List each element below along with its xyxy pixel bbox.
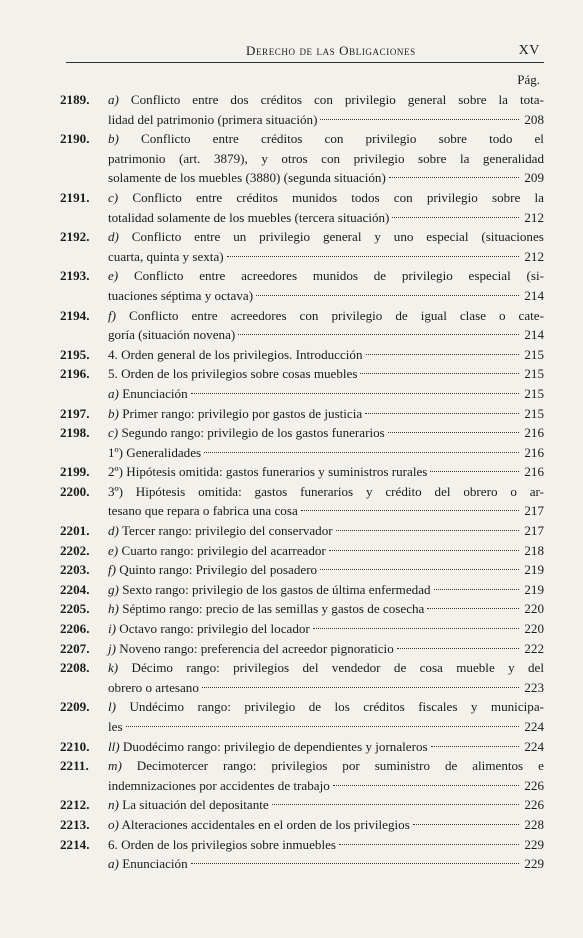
- section-number: 2193.: [60, 268, 90, 284]
- dot-leader: [204, 452, 519, 453]
- entry-title-line: [108, 580, 544, 600]
- section-number: 2199.: [60, 464, 90, 480]
- section-number: 2197.: [60, 405, 90, 421]
- entry-title-line: [108, 404, 544, 424]
- page-number: 215: [524, 385, 544, 401]
- page-number: 215: [524, 366, 544, 382]
- table-of-contents: [60, 90, 544, 874]
- entry-title-line: [108, 619, 544, 639]
- entry-title-text: les: [108, 719, 123, 734]
- page-number-roman: XV: [518, 43, 540, 58]
- page-number: 208: [524, 111, 544, 127]
- entry-title-line: [108, 776, 544, 796]
- entry-title-line: [108, 423, 544, 443]
- entry-title-line: [108, 599, 544, 619]
- entry-title-line: [108, 208, 544, 228]
- entry-title-text: o) Alteraciones accidentales en el orden de los privilegios: [108, 816, 410, 832]
- page-number: 220: [524, 601, 544, 617]
- dot-leader: [413, 824, 519, 825]
- entry-title-line: [108, 815, 544, 835]
- entry-title-line: [108, 835, 544, 855]
- page-number: 229: [524, 856, 544, 872]
- section-number: 2204.: [60, 581, 90, 597]
- entry-title-line: 3º) Hipótesis omitida: gastos funerarios y crédito del obrero o ar-: [108, 483, 544, 499]
- section-number: 2207.: [60, 640, 90, 656]
- entry-title-line: [108, 443, 544, 463]
- entry-title-text: c) Segundo rango: privilegio de los gastos funerarios: [108, 425, 385, 441]
- dot-leader: [272, 804, 519, 805]
- entry-title-text: solamente de los muebles (3880) (segunda situación): [108, 170, 386, 186]
- entry-title-line: b) Conflicto entre créditos con privilegio sobre todo el: [108, 131, 544, 147]
- entry-title-text: i) Octavo rango: privilegio del locador: [108, 621, 310, 637]
- entry-title-line: l) Undécimo rango: privilegio de los créditos fiscales y municipa-: [108, 699, 544, 715]
- section-number: 2205.: [60, 601, 90, 617]
- section-number: 2200.: [60, 483, 90, 499]
- entry-title-text: goría (situación novena): [108, 327, 236, 343]
- page-number: 219: [524, 581, 544, 597]
- dot-leader: [365, 413, 519, 414]
- page-number: 222: [524, 640, 544, 656]
- entry-title-line: f) Conflicto entre acreedores con privilegio de igual clase o cate-: [108, 307, 544, 323]
- section-number: 2202.: [60, 542, 90, 558]
- entry-title-line: [108, 364, 544, 384]
- entry-title-line: [108, 325, 544, 345]
- dot-leader: [256, 295, 519, 296]
- toc-entry: [60, 737, 544, 757]
- toc-entry: [60, 560, 544, 580]
- entry-title-text: lidad del patrimonio (primera situación): [108, 111, 318, 127]
- entry-title-line: [108, 854, 544, 874]
- page-column-label: Pág.: [517, 72, 540, 87]
- dot-leader: [392, 217, 519, 218]
- entry-title-text: tuaciones séptima y octava): [108, 287, 254, 303]
- entry-title-line: [108, 384, 544, 404]
- page-number: 212: [524, 248, 544, 264]
- toc-entry: [60, 815, 544, 835]
- page-number: 228: [524, 816, 544, 832]
- dot-leader: [397, 648, 519, 649]
- page-number: 209: [524, 170, 544, 186]
- toc-entry: [60, 345, 544, 365]
- dot-leader: [191, 863, 519, 864]
- entry-title-line: [108, 110, 544, 130]
- entry-title-text: cuarta, quinta y sexta): [108, 248, 224, 264]
- toc-entry: [60, 227, 544, 266]
- dot-leader: [434, 589, 519, 590]
- entry-title-line: [108, 678, 544, 698]
- section-number: 2206.: [60, 621, 90, 637]
- entry-title-text: b) Primer rango: privilegio por gastos de justicia: [108, 405, 363, 421]
- toc-entry: [60, 306, 544, 345]
- page-number: 214: [524, 287, 544, 303]
- entry-title-text: tesano que repara o fabrica una cosa: [108, 503, 298, 519]
- entry-title-line: [108, 521, 544, 541]
- section-number: 2209.: [60, 699, 90, 715]
- toc-entry: [60, 835, 544, 855]
- entry-title-line: [108, 345, 544, 365]
- entry-title-text: obrero o artesano: [108, 679, 199, 695]
- entry-title-line: e) Conflicto entre acreedores munidos de privilegio especial (si-: [108, 268, 544, 284]
- section-number: 2212.: [60, 797, 90, 813]
- toc-entry: [60, 521, 544, 541]
- section-number: 2192.: [60, 229, 90, 245]
- page-number: 219: [524, 562, 544, 578]
- entry-title-line: k) Décimo rango: privilegios del vendedor de cosa mueble y del: [108, 660, 544, 676]
- toc-entry: [60, 423, 544, 443]
- toc-entry: [60, 756, 544, 795]
- page-number: 217: [524, 503, 544, 519]
- toc-entry: [60, 443, 544, 463]
- section-number: [60, 443, 108, 463]
- toc-entry: [60, 462, 544, 482]
- section-number: [60, 384, 108, 404]
- section-number: 2189.: [60, 92, 90, 107]
- section-number: [60, 854, 108, 874]
- page-number: 220: [524, 621, 544, 637]
- section-number: 2190.: [60, 131, 90, 147]
- entry-title-text: 2º) Hipótesis omitida: gastos funerarios y suministros rurales: [108, 464, 428, 480]
- running-title: Derecho de las Obligaciones: [246, 43, 416, 58]
- entry-title-line: [108, 501, 544, 521]
- section-number: 2214.: [60, 836, 90, 852]
- toc-entry: [60, 658, 544, 697]
- entry-title-line: a) Conflicto entre dos créditos con privilegio general sobre la tota-: [108, 92, 544, 107]
- dot-leader: [333, 785, 519, 786]
- dot-leader: [313, 628, 519, 629]
- page-number: 224: [524, 719, 544, 734]
- entry-title-line: patrimonio (art. 3879), y otros con privilegio sobre la generalidad: [108, 150, 544, 166]
- page-number: 216: [524, 464, 544, 480]
- entry-title-text: e) Cuarto rango: privilegio del acarreador: [108, 542, 326, 558]
- toc-entry: [60, 364, 544, 384]
- toc-entry: [60, 697, 544, 736]
- toc-entry: [60, 188, 544, 227]
- toc-entry: [60, 384, 544, 404]
- section-number: 2201.: [60, 523, 90, 539]
- toc-entry: [60, 599, 544, 619]
- dot-leader: [329, 550, 519, 551]
- entry-title-text: a) Enunciación: [108, 856, 188, 872]
- entry-title-line: [108, 795, 544, 815]
- entry-title-text: ll) Duodécimo rango: privilegio de dependientes y jornaleros: [108, 738, 428, 754]
- dot-leader: [339, 844, 519, 845]
- entry-title-line: m) Decimotercer rango: privilegios por suministro de alimentos e: [108, 758, 544, 774]
- entry-title-line: [108, 541, 544, 561]
- entry-title-text: indemnizaciones por accidentes de trabajo: [108, 777, 330, 793]
- entry-title-line: [108, 560, 544, 580]
- toc-entry: [60, 482, 544, 521]
- section-number: 2195.: [60, 346, 90, 362]
- section-number: 2211.: [60, 758, 89, 774]
- page-number: 212: [524, 209, 544, 225]
- dot-leader: [320, 569, 519, 570]
- entry-title-text: 4. Orden general de los privilegios. Introducción: [108, 346, 363, 362]
- entry-title-text: j) Noveno rango: preferencia del acreedor pignoraticio: [108, 640, 394, 656]
- section-number: 2196.: [60, 366, 90, 382]
- dot-leader: [238, 334, 519, 335]
- entry-title-text: d) Tercer rango: privilegio del conservador: [108, 523, 333, 539]
- page-number: 226: [524, 797, 544, 813]
- page-number: 218: [524, 542, 544, 558]
- section-number: 2203.: [60, 562, 90, 578]
- dot-leader: [202, 687, 519, 688]
- entry-title-text: 5. Orden de los privilegios sobre cosas muebles: [108, 366, 358, 382]
- entry-title-text: totalidad solamente de los muebles (tercera situación): [108, 209, 390, 225]
- page-number: 223: [524, 679, 544, 695]
- toc-entry: [60, 266, 544, 305]
- page-number: 226: [524, 777, 544, 793]
- entry-title-text: g) Sexto rango: privilegio de los gastos de última enfermedad: [108, 581, 431, 597]
- entry-title-line: [108, 737, 544, 757]
- entry-title-text: 1º) Generalidades: [108, 444, 202, 460]
- dot-leader: [427, 608, 519, 609]
- page-number: 217: [524, 523, 544, 539]
- entry-title-text: 6. Orden de los privilegios sobre inmuebles: [108, 836, 337, 852]
- toc-entry: [60, 854, 544, 874]
- toc-entry: [60, 404, 544, 424]
- entry-title-text: a) Enunciación: [108, 385, 188, 401]
- section-number: 2213.: [60, 816, 90, 832]
- page-number: 216: [524, 425, 544, 441]
- dot-leader: [336, 530, 519, 531]
- toc-entry: [60, 795, 544, 815]
- page-number: 214: [524, 327, 544, 343]
- toc-entry: [60, 90, 544, 129]
- toc-entry: [60, 541, 544, 561]
- dot-leader: [191, 393, 519, 394]
- dot-leader: [431, 746, 519, 747]
- page-number: 229: [524, 836, 544, 852]
- dot-leader: [301, 510, 519, 511]
- entry-title-text: f) Quinto rango: Privilegio del posadero: [108, 562, 318, 578]
- entry-title-line: [108, 639, 544, 659]
- page-number: 216: [524, 444, 544, 460]
- page-number: 224: [524, 738, 544, 754]
- section-number: 2191.: [60, 189, 90, 205]
- entry-title-line: [108, 717, 544, 737]
- dot-leader: [227, 256, 519, 257]
- dot-leader: [389, 177, 519, 178]
- section-number: 2194.: [60, 307, 90, 323]
- entry-title-line: [108, 168, 544, 188]
- section-number: 2210.: [60, 738, 90, 754]
- toc-entry: [60, 619, 544, 639]
- dot-leader: [360, 373, 519, 374]
- entry-title-line: [108, 286, 544, 306]
- dot-leader: [388, 432, 519, 433]
- entry-title-text: n) La situación del depositante: [108, 797, 269, 813]
- section-number: 2198.: [60, 425, 90, 441]
- dot-leader: [126, 726, 519, 727]
- section-number: 2208.: [60, 660, 90, 676]
- entry-title-line: d) Conflicto entre un privilegio general y uno especial (situaciones: [108, 229, 544, 245]
- entry-title-text: h) Séptimo rango: precio de las semillas y gastos de cosecha: [108, 601, 425, 617]
- toc-entry: [60, 639, 544, 659]
- dot-leader: [430, 471, 519, 472]
- entry-title-line: c) Conflicto entre créditos munidos todos con privilegio sobre la: [108, 189, 544, 205]
- dot-leader: [366, 354, 519, 355]
- toc-entry: [60, 580, 544, 600]
- entry-title-line: [108, 247, 544, 267]
- toc-entry: [60, 129, 544, 188]
- page-number: 215: [524, 346, 544, 362]
- page-number: 215: [524, 405, 544, 421]
- entry-title-line: [108, 462, 544, 482]
- header-rule: [66, 62, 544, 63]
- dot-leader: [320, 119, 519, 120]
